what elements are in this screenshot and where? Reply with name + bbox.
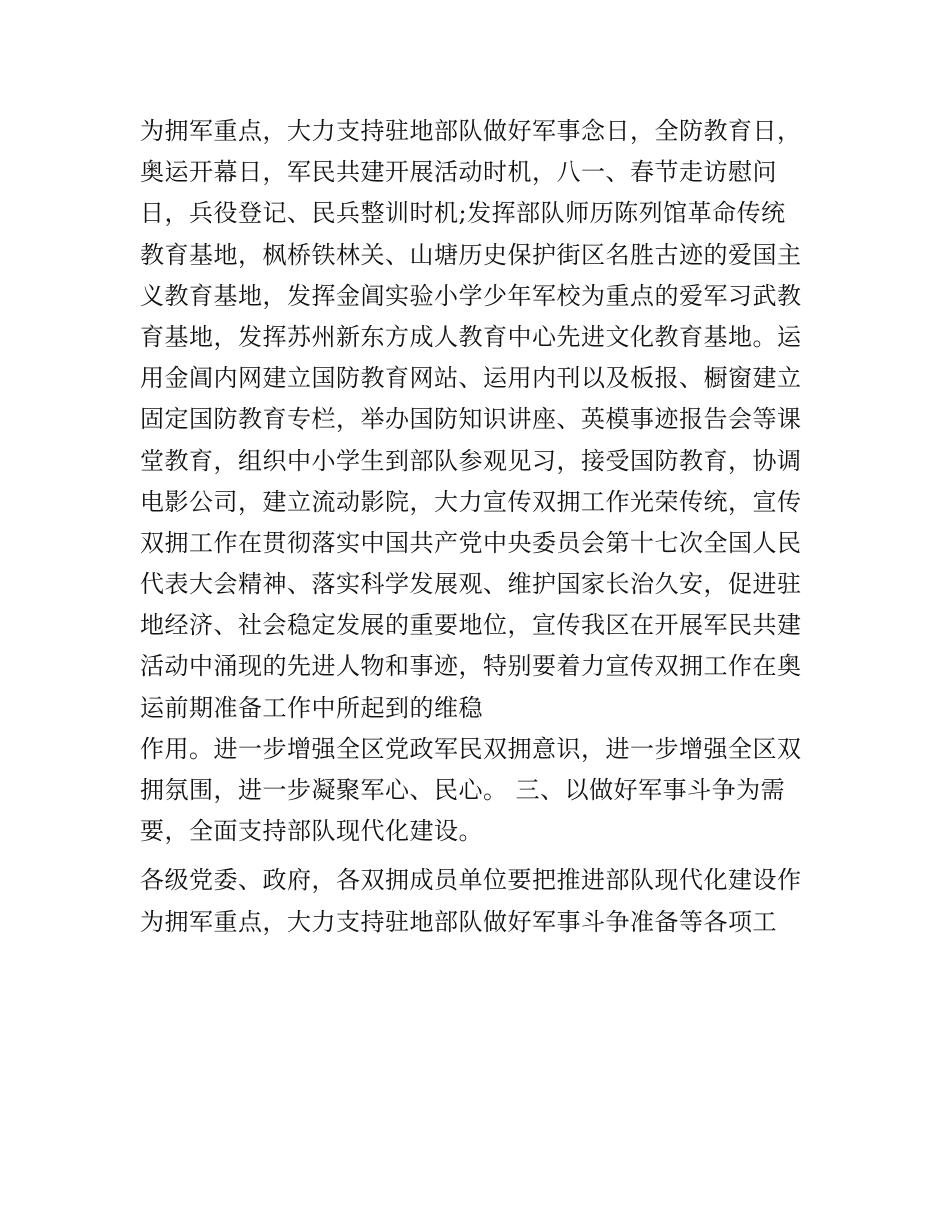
text-line: 为拥军重点，大力支持驻地部队做好军事念日，全防教育日，	[140, 117, 802, 145]
text-line: 代表大会精神、落实科学发展观、维护国家长治久安，促进驻	[140, 570, 802, 599]
text-line: 活动中涌现的先进人物和事迹，特别要着力宣传双拥工作在奥	[140, 652, 802, 681]
paragraph-3	[140, 860, 830, 942]
text-line: 为拥军重点，大力支持驻地部队做好军事斗争准备等各项工	[140, 907, 777, 936]
text-line: 教育基地，枫桥铁林关、山塘历史保护街区名胜古迹的爱国主	[140, 240, 802, 269]
text-line: 作用。进一步增强全区党政军民双拥意识，进一步增强全区双	[140, 734, 802, 763]
text-line: 固定国防教育专栏，举办国防知识讲座、英模事迹报告会等课	[140, 405, 802, 434]
text-line: 要，全面支持部队现代化建设。	[140, 817, 483, 846]
text-line: 奥运开幕日，军民共建开展活动时机，八一、春节走访慰问	[140, 158, 777, 187]
text-line: 电影公司，建立流动影院，大力宣传双拥工作光荣传统，宣传	[140, 487, 802, 516]
paragraph-spacer	[140, 852, 830, 860]
text-line: 堂教育，组织中小学生到部队参观见习，接受国防教育，协调	[140, 446, 802, 475]
text-line: 日，兵役登记、民兵整训时机;发挥部队师历陈列馆革命传统	[140, 199, 786, 228]
text-line: 育基地，发挥苏州新东方成人教育中心先进文化教育基地。运	[140, 322, 802, 351]
text-line: 义教育基地，发挥金阊实验小学少年军校为重点的爱军习武教	[140, 281, 802, 310]
text-line: 拥氛围，进一步凝聚军心、民心。 三、以做好军事斗争为需	[140, 776, 786, 804]
text-line: 运前期准备工作中所起到的维稳	[140, 693, 483, 722]
text-line: 用金阊内网建立国防教育网站、运用内刊以及板报、橱窗建立	[140, 364, 802, 393]
paragraph-1	[140, 111, 830, 729]
paragraph-2	[140, 729, 830, 853]
text-line: 地经济、社会稳定发展的重要地位，宣传我区在开展军民共建	[140, 611, 802, 640]
text-line: 双拥工作在贯彻落实中国共产党中央委员会第十七次全国人民	[140, 528, 802, 557]
body-text	[140, 111, 830, 943]
text-line: 各级党委、政府，各双拥成员单位要把推进部队现代化建设作	[140, 866, 802, 895]
